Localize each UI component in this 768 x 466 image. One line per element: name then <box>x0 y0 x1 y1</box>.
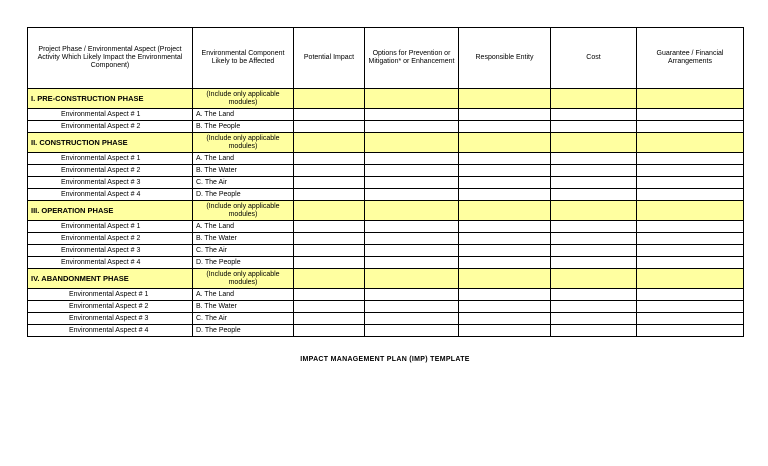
table-row <box>28 109 744 121</box>
empty-cell <box>459 233 551 245</box>
empty-cell <box>365 257 459 269</box>
empty-cell <box>637 233 744 245</box>
empty-cell <box>459 121 551 133</box>
environmental-component: A. The Land <box>193 153 294 165</box>
empty-cell <box>294 325 365 337</box>
table-row <box>28 221 744 233</box>
table-row <box>28 289 744 301</box>
environmental-aspect: Environmental Aspect # 2 <box>28 121 193 133</box>
empty-cell <box>637 201 744 221</box>
environmental-aspect: Environmental Aspect # 2 <box>28 165 193 177</box>
environmental-aspect: Environmental Aspect # 4 <box>28 257 193 269</box>
empty-cell <box>637 301 744 313</box>
empty-cell <box>294 201 365 221</box>
table-row <box>28 257 744 269</box>
environmental-aspect: Environmental Aspect # 1 <box>28 221 193 233</box>
table-row <box>28 245 744 257</box>
empty-cell <box>365 301 459 313</box>
phase-label: III. OPERATION PHASE <box>28 201 193 221</box>
empty-cell <box>294 257 365 269</box>
empty-cell <box>459 221 551 233</box>
empty-cell <box>637 121 744 133</box>
table-row <box>28 233 744 245</box>
empty-cell <box>294 109 365 121</box>
empty-cell <box>551 233 637 245</box>
empty-cell <box>294 221 365 233</box>
environmental-component: B. The Water <box>193 301 294 313</box>
empty-cell <box>365 313 459 325</box>
empty-cell <box>294 269 365 289</box>
empty-cell <box>365 269 459 289</box>
environmental-component: D. The People <box>193 257 294 269</box>
environmental-component: C. The Air <box>193 177 294 189</box>
table-row <box>28 165 744 177</box>
environmental-component: A. The Land <box>193 109 294 121</box>
empty-cell <box>551 245 637 257</box>
empty-cell <box>365 121 459 133</box>
environmental-aspect: Environmental Aspect # 4 <box>28 189 193 201</box>
empty-cell <box>365 245 459 257</box>
empty-cell <box>637 221 744 233</box>
environmental-aspect: Environmental Aspect # 3 <box>28 245 193 257</box>
empty-cell <box>459 189 551 201</box>
empty-cell <box>551 133 637 153</box>
empty-cell <box>637 177 744 189</box>
impact-management-plan-table <box>27 27 744 337</box>
environmental-aspect: Environmental Aspect # 1 <box>28 109 193 121</box>
empty-cell <box>365 133 459 153</box>
empty-cell <box>365 289 459 301</box>
table-row <box>28 153 744 165</box>
empty-cell <box>459 153 551 165</box>
table-row <box>28 121 744 133</box>
environmental-aspect: Environmental Aspect # 2 <box>28 301 193 313</box>
empty-cell <box>294 189 365 201</box>
empty-cell <box>294 89 365 109</box>
empty-cell <box>551 257 637 269</box>
empty-cell <box>551 153 637 165</box>
environmental-aspect: Environmental Aspect # 1 <box>28 289 193 301</box>
empty-cell <box>365 89 459 109</box>
header-potential-impact: Potential Impact <box>294 28 365 89</box>
empty-cell <box>459 245 551 257</box>
phase-row <box>28 201 744 221</box>
phase-row <box>28 269 744 289</box>
empty-cell <box>459 89 551 109</box>
empty-cell <box>365 189 459 201</box>
empty-cell <box>294 301 365 313</box>
empty-cell <box>637 245 744 257</box>
empty-cell <box>551 89 637 109</box>
table-row <box>28 325 744 337</box>
environmental-component: B. The People <box>193 121 294 133</box>
empty-cell <box>459 289 551 301</box>
empty-cell <box>551 109 637 121</box>
environmental-component: B. The Water <box>193 165 294 177</box>
phase-label: II. CONSTRUCTION PHASE <box>28 133 193 153</box>
environmental-aspect: Environmental Aspect # 3 <box>28 313 193 325</box>
empty-cell <box>637 269 744 289</box>
empty-cell <box>294 233 365 245</box>
environmental-component: D. The People <box>193 325 294 337</box>
empty-cell <box>365 201 459 221</box>
environmental-aspect: Environmental Aspect # 1 <box>28 153 193 165</box>
empty-cell <box>637 89 744 109</box>
empty-cell <box>637 325 744 337</box>
empty-cell <box>365 177 459 189</box>
phase-note: (Include only applicable modules) <box>193 133 294 153</box>
environmental-component: C. The Air <box>193 245 294 257</box>
empty-cell <box>551 289 637 301</box>
empty-cell <box>294 153 365 165</box>
template-caption: IMPACT MANAGEMENT PLAN (IMP) TEMPLATE <box>300 356 470 363</box>
empty-cell <box>294 245 365 257</box>
environmental-aspect: Environmental Aspect # 2 <box>28 233 193 245</box>
table-row <box>28 313 744 325</box>
phase-label: I. PRE-CONSTRUCTION PHASE <box>28 89 193 109</box>
empty-cell <box>459 201 551 221</box>
empty-cell <box>551 313 637 325</box>
empty-cell <box>294 133 365 153</box>
phase-row <box>28 133 744 153</box>
empty-cell <box>551 177 637 189</box>
empty-cell <box>551 325 637 337</box>
phase-note: (Include only applicable modules) <box>193 89 294 109</box>
empty-cell <box>459 109 551 121</box>
empty-cell <box>365 153 459 165</box>
empty-cell <box>551 269 637 289</box>
header-guarantee: Guarantee / Financial Arrangements <box>637 28 744 89</box>
header-row <box>28 28 744 89</box>
empty-cell <box>294 165 365 177</box>
empty-cell <box>637 133 744 153</box>
empty-cell <box>294 289 365 301</box>
empty-cell <box>365 221 459 233</box>
header-cost: Cost <box>551 28 637 89</box>
table-row <box>28 189 744 201</box>
empty-cell <box>294 121 365 133</box>
phase-row <box>28 89 744 109</box>
empty-cell <box>365 233 459 245</box>
empty-cell <box>551 201 637 221</box>
phase-note: (Include only applicable modules) <box>193 269 294 289</box>
empty-cell <box>459 269 551 289</box>
empty-cell <box>637 189 744 201</box>
empty-cell <box>551 189 637 201</box>
environmental-component: D. The People <box>193 189 294 201</box>
header-project-phase: Project Phase / Environmental Aspect (Project Activity Which Likely Impact the Environmental Component) <box>28 28 193 89</box>
empty-cell <box>365 325 459 337</box>
empty-cell <box>551 221 637 233</box>
empty-cell <box>459 133 551 153</box>
empty-cell <box>551 301 637 313</box>
empty-cell <box>365 165 459 177</box>
environmental-component: B. The Water <box>193 233 294 245</box>
empty-cell <box>637 153 744 165</box>
empty-cell <box>459 301 551 313</box>
table-row <box>28 177 744 189</box>
table-row <box>28 301 744 313</box>
environmental-component: A. The Land <box>193 289 294 301</box>
empty-cell <box>365 109 459 121</box>
phase-label: IV. ABANDONMENT PHASE <box>28 269 193 289</box>
empty-cell <box>637 165 744 177</box>
environmental-aspect: Environmental Aspect # 4 <box>28 325 193 337</box>
header-responsible-entity: Responsible Entity <box>459 28 551 89</box>
empty-cell <box>459 325 551 337</box>
empty-cell <box>294 177 365 189</box>
environmental-component: A. The Land <box>193 221 294 233</box>
header-environmental-component: Environmental Component Likely to be Affected <box>193 28 294 89</box>
empty-cell <box>551 121 637 133</box>
empty-cell <box>637 289 744 301</box>
empty-cell <box>459 177 551 189</box>
empty-cell <box>459 257 551 269</box>
header-mitigation-options: Options for Prevention or Mitigation* or Enhancement <box>365 28 459 89</box>
empty-cell <box>637 109 744 121</box>
environmental-component: C. The Air <box>193 313 294 325</box>
environmental-aspect: Environmental Aspect # 3 <box>28 177 193 189</box>
empty-cell <box>294 313 365 325</box>
empty-cell <box>459 313 551 325</box>
table-body <box>28 89 744 337</box>
empty-cell <box>637 313 744 325</box>
phase-note: (Include only applicable modules) <box>193 201 294 221</box>
empty-cell <box>551 165 637 177</box>
empty-cell <box>637 257 744 269</box>
empty-cell <box>459 165 551 177</box>
